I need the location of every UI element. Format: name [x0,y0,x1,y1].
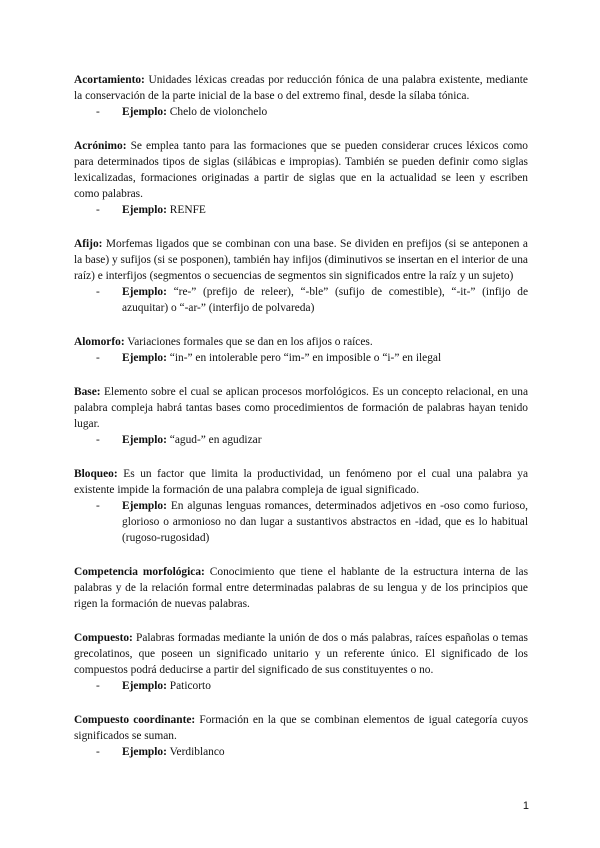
entry-term: Bloqueo: [74,468,118,480]
glossary-entry-compuesto-coordinante [74,712,528,760]
entry-definition-text: Formación en la que se combinan elementos de igual categoría cuyos significados se suman. [74,714,528,742]
entry-example [96,498,528,546]
bullet-dash: - [96,352,100,364]
entry-definition-text: Elemento sobre el cual se aplican procesos morfológicos. Es un concepto relacional, en una palabra compleja habrá tantas bases como procedimientos de formación de palabras hayan tenido lugar. [74,386,528,430]
entry-example [96,350,528,366]
entry-definition [74,712,528,744]
entry-term: Base: [74,386,101,398]
entry-example [96,104,528,120]
glossary-entry-afijo [74,236,528,316]
example-text: Chelo de violonchelo [166,106,268,118]
example-label: Ejemplo: [122,746,167,758]
entry-definition [74,138,528,202]
example-label: Ejemplo: [122,286,167,298]
example-label: Ejemplo: [122,500,167,512]
example-label: Ejemplo: [122,106,167,118]
entry-definition [74,334,528,350]
example-label: Ejemplo: [122,352,167,364]
entry-definition [74,466,528,498]
glossary-entry-bloqueo [74,466,528,546]
glossary-entry-acronimo [74,138,528,218]
entry-definition-text: Conocimiento que tiene el hablante de la estructura interna de las palabras y de la relación formal entre determinadas palabras de su lengua y de los principios que rigen la formación de nuevas palabras. [74,566,529,610]
entry-term: Acrónimo: [74,140,127,152]
entry-term: Compuesto: [74,632,133,644]
entry-example [96,744,528,760]
entry-definition [74,72,528,104]
entry-term: Acortamiento: [74,74,145,86]
entry-definition [74,630,528,678]
entry-definition-text: Se emplea tanto para las formaciones que se pueden considerar cruces léxicos como para determinados tipos de siglas (silábicas e impropias). También se pueden definir como siglas lexicalizadas, formaciones originadas a partir de siglas que en la actualidad se leen y escriben como palabras. [74,140,528,200]
example-text: “re-” (prefijo de releer), “-ble” (sufijo de comestible), “-it-” (infijo de azuquitar) o “-ar-” (interfijo de polvareda) [122,286,528,314]
entry-term: Compuesto coordinante: [74,714,196,726]
example-text: Paticorto [166,680,211,692]
example-label: Ejemplo: [122,680,167,692]
entry-definition [74,384,528,432]
bullet-dash: - [96,204,100,216]
entry-definition [74,564,528,612]
example-text: RENFE [166,204,206,216]
example-text: “agud-” en agudizar [166,434,262,446]
bullet-dash: - [96,286,100,298]
entry-term: Afijo: [74,238,103,250]
entry-example [96,432,528,448]
entry-term: Competencia morfológica: [74,566,205,578]
bullet-dash: - [96,500,100,512]
entry-definition-text: Morfemas ligados que se combinan con una base. Se dividen en prefijos (si se anteponen a la base) y sufijos (si se posponen), también hay infijos (diminutivos se insertan en el interior de una raíz) e interfijos (segmentos o secuencias de segmentos sin significados entre la raíz y un sujeto) [74,238,528,282]
glossary-entry-alomorfo [74,334,528,366]
entry-definition [74,236,528,284]
entry-definition-text: Unidades léxicas creadas por reducción fónica de una palabra existente, mediante la conservación de la parte inicial de la base o del extremo final, desde la sílaba tónica. [74,74,528,102]
glossary-entry-compuesto [74,630,528,694]
entry-definition-text: Palabras formadas mediante la unión de dos o más palabras, raíces españolas o temas grecolatinos, que poseen un significado unitario y un referente único. El significado de los compuestos podrá deducirse a partir del significado de sus constituyentes o no. [74,632,528,676]
entry-definition-text: Es un factor que limita la productividad, un fenómeno por el cual una palabra ya existente impide la formación de una palabra compleja de igual significado. [74,468,528,496]
entry-example [96,678,528,694]
example-label: Ejemplo: [122,204,167,216]
entry-example [96,202,528,218]
entry-definition-text: Variaciones formales que se dan en los afijos o raíces. [124,336,373,348]
example-text: “in-” en intolerable pero “im-” en imposible o “i-” en ilegal [166,352,442,364]
entry-example [96,284,528,316]
bullet-dash: - [96,106,100,118]
entry-term: Alomorfo: [74,336,125,348]
glossary-entry-competencia-morfologica [74,564,528,612]
glossary-entry-acortamiento [74,72,528,120]
example-text: Verdiblanco [166,746,225,758]
example-text: En algunas lenguas romances, determinados adjetivos en -oso como furioso, glorioso o armonioso no dan lugar a sustantivos abstractos en -idad, que es lo habitual (rugoso-rugosidad) [122,500,528,544]
page-number: 1 [522,800,529,812]
example-label: Ejemplo: [122,434,167,446]
glossary-list [74,72,528,778]
bullet-dash: - [96,680,100,692]
glossary-entry-base [74,384,528,448]
bullet-dash: - [96,434,100,446]
bullet-dash: - [96,746,100,758]
